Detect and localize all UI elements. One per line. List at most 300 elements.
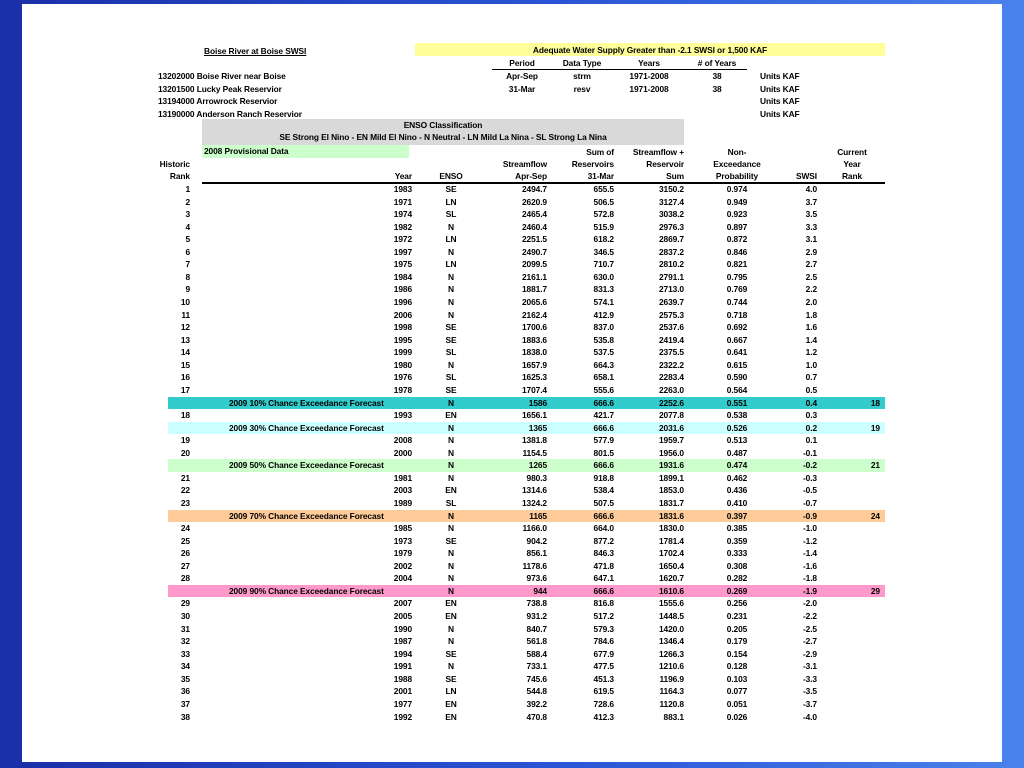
enso-legend: SE Strong El Nino - EN Mild El Nino - N Neutral - LN Mild La Nina - SL Strong La Nina bbox=[279, 132, 607, 142]
cell-reservoirs: 515.9 bbox=[593, 221, 614, 232]
cell-rank: 13 bbox=[180, 334, 190, 345]
cell-year: 1992 bbox=[393, 711, 412, 722]
cell-streamflow: 1838.0 bbox=[521, 347, 547, 358]
cell-streamflow: 544.8 bbox=[526, 686, 547, 697]
cell-year: 1976 bbox=[393, 372, 412, 383]
header-current-3: Rank bbox=[841, 171, 863, 181]
cell-streamflow: 1166.0 bbox=[522, 523, 547, 534]
cell-probability: 0.846 bbox=[726, 246, 748, 257]
cell-sum: 1830.0 bbox=[658, 523, 684, 534]
cell-swsi: -2.7 bbox=[802, 636, 817, 647]
cell-current-rank: 21 bbox=[870, 460, 880, 471]
cell-current-rank: 24 bbox=[870, 510, 880, 521]
cell-swsi: 0.4 bbox=[805, 397, 817, 408]
cell-streamflow: 1265 bbox=[528, 460, 547, 471]
cell-streamflow: 840.7 bbox=[526, 623, 547, 634]
cell-streamflow: 1365 bbox=[528, 422, 547, 433]
cell-rank: 5 bbox=[185, 234, 190, 245]
cell-streamflow: 1178.6 bbox=[522, 560, 547, 571]
cell-reservoirs: 666.6 bbox=[593, 585, 614, 596]
cell-reservoirs: 837.0 bbox=[593, 322, 614, 333]
cell-year: 1999 bbox=[393, 347, 412, 358]
cell-streamflow: 561.8 bbox=[526, 636, 547, 647]
cell-rank: 15 bbox=[180, 359, 190, 370]
cell-sum: 2077.8 bbox=[658, 410, 684, 421]
cell-probability: 0.282 bbox=[726, 573, 748, 584]
cell-swsi: 1.8 bbox=[805, 309, 817, 320]
cell-year: 2004 bbox=[393, 573, 412, 584]
cell-sum: 1831.7 bbox=[658, 498, 684, 508]
cell-reservoirs: 421.7 bbox=[593, 410, 614, 421]
cell-current-rank: 19 bbox=[870, 422, 880, 433]
cell-year: 2001 bbox=[393, 686, 412, 697]
cell-enso: N bbox=[448, 472, 454, 483]
cell-probability: 0.538 bbox=[726, 410, 748, 421]
cell-sum: 1899.1 bbox=[658, 472, 684, 483]
cell-swsi: 3.7 bbox=[805, 196, 817, 207]
cell-year: 1987 bbox=[393, 636, 412, 647]
cell-swsi: 0.7 bbox=[805, 372, 817, 383]
cell-reservoirs: 619.5 bbox=[593, 686, 614, 697]
cell-year: 2002 bbox=[393, 560, 412, 571]
header-rank-2: Rank bbox=[169, 171, 190, 181]
cell-reservoirs: 538.4 bbox=[593, 485, 614, 496]
cell-probability: 0.231 bbox=[726, 611, 748, 622]
header-current-1: Current bbox=[837, 147, 867, 157]
cell-rank: 34 bbox=[180, 661, 190, 672]
cell-enso: N bbox=[448, 623, 454, 634]
cell-sum: 1266.3 bbox=[658, 648, 684, 659]
cell-probability: 0.256 bbox=[726, 598, 748, 609]
cell-reservoirs: 535.8 bbox=[593, 334, 614, 345]
cell-streamflow: 1381.8 bbox=[521, 435, 547, 446]
cell-swsi: -3.3 bbox=[802, 673, 817, 684]
cell-rank: 21 bbox=[180, 472, 190, 483]
cell-swsi: 2.5 bbox=[805, 271, 817, 282]
cell-swsi: 1.2 bbox=[805, 347, 817, 358]
cell-year: 1996 bbox=[393, 297, 412, 308]
cell-rank: 37 bbox=[180, 698, 190, 709]
meta-header-data-type: Data Type bbox=[562, 58, 602, 68]
cell-reservoirs: 412.3 bbox=[593, 711, 614, 722]
cell-reservoirs: 647.1 bbox=[593, 573, 614, 584]
cell-streamflow: 856.1 bbox=[526, 548, 547, 559]
cell-enso: N bbox=[448, 510, 454, 521]
station-period: Apr-Sep bbox=[506, 71, 538, 81]
cell-probability: 0.615 bbox=[726, 359, 748, 370]
cell-sum: 3127.4 bbox=[658, 196, 684, 207]
cell-reservoirs: 655.5 bbox=[593, 184, 614, 194]
station-name: 13190000 Anderson Ranch Reservior bbox=[158, 108, 302, 119]
station-name: 13202000 Boise River near Boise bbox=[158, 71, 286, 81]
cell-reservoirs: 877.2 bbox=[593, 535, 614, 546]
cell-swsi: 3.5 bbox=[805, 209, 817, 220]
header-prob-2: Exceedance bbox=[713, 159, 761, 169]
cell-sum: 2639.7 bbox=[658, 297, 684, 308]
cell-enso: N bbox=[448, 636, 454, 647]
header-sum-2: Reservoir bbox=[646, 159, 684, 169]
cell-enso: LN bbox=[445, 234, 457, 245]
cell-year: 1994 bbox=[393, 648, 412, 659]
cell-sum: 1164.3 bbox=[659, 686, 684, 697]
cell-sum: 2252.6 bbox=[658, 397, 684, 408]
cell-rank: 32 bbox=[180, 636, 190, 647]
forecast-label: 2009 50% Chance Exceedance Forecast bbox=[229, 460, 384, 471]
cell-streamflow: 1154.5 bbox=[522, 447, 547, 458]
station-name: 13194000 Arrowrock Reservior bbox=[158, 96, 278, 106]
enso-title: ENSO Classification bbox=[403, 120, 483, 130]
cell-swsi: -0.5 bbox=[802, 485, 817, 496]
cell-streamflow: 2620.9 bbox=[521, 196, 547, 207]
cell-reservoirs: 471.8 bbox=[593, 560, 614, 571]
cell-rank: 18 bbox=[180, 410, 190, 421]
cell-streamflow: 2161.1 bbox=[521, 271, 547, 282]
cell-probability: 0.564 bbox=[726, 384, 748, 395]
cell-enso: N bbox=[448, 221, 454, 232]
slide-page bbox=[22, 4, 1002, 762]
cell-probability: 0.718 bbox=[726, 309, 748, 320]
cell-enso: N bbox=[448, 447, 454, 458]
cell-streamflow: 738.8 bbox=[526, 598, 547, 609]
cell-enso: EN bbox=[445, 598, 457, 609]
cell-probability: 0.154 bbox=[726, 648, 748, 659]
cell-reservoirs: 507.5 bbox=[593, 498, 614, 508]
cell-rank: 20 bbox=[180, 447, 190, 458]
cell-swsi: 4.0 bbox=[805, 184, 817, 194]
cell-probability: 0.897 bbox=[726, 221, 748, 232]
cell-streamflow: 1656.1 bbox=[521, 410, 547, 421]
cell-current-rank: 18 bbox=[870, 397, 880, 408]
cell-swsi: -0.2 bbox=[802, 460, 817, 471]
cell-sum: 1210.6 bbox=[658, 661, 684, 672]
cell-probability: 0.692 bbox=[726, 322, 748, 333]
cell-probability: 0.769 bbox=[726, 284, 748, 295]
cell-streamflow: 1707.4 bbox=[521, 384, 547, 395]
cell-rank: 17 bbox=[180, 384, 190, 395]
cell-year: 1997 bbox=[393, 246, 412, 257]
cell-streamflow: 1881.7 bbox=[521, 284, 547, 295]
cell-rank: 27 bbox=[180, 560, 190, 571]
cell-enso: SE bbox=[445, 673, 457, 684]
station-data-type: resv bbox=[573, 83, 591, 94]
cell-year: 1982 bbox=[393, 221, 412, 232]
cell-streamflow: 2465.4 bbox=[521, 209, 547, 220]
header-sum-3: Sum bbox=[666, 171, 684, 181]
cell-reservoirs: 555.6 bbox=[593, 384, 614, 395]
cell-probability: 0.526 bbox=[726, 422, 748, 433]
cell-streamflow: 2490.7 bbox=[521, 246, 547, 257]
cell-swsi: -2.0 bbox=[802, 598, 817, 609]
cell-probability: 0.949 bbox=[726, 196, 748, 207]
cell-enso: SE bbox=[445, 184, 457, 194]
cell-sum: 2031.6 bbox=[658, 422, 684, 433]
header-rank-1: Historic bbox=[159, 159, 190, 169]
cell-rank: 4 bbox=[185, 221, 190, 232]
cell-enso: EN bbox=[445, 410, 457, 421]
cell-sum: 1346.4 bbox=[658, 636, 684, 647]
cell-rank: 12 bbox=[180, 322, 190, 333]
cell-year: 2003 bbox=[393, 485, 412, 496]
cell-sum: 883.1 bbox=[663, 711, 684, 722]
cell-reservoirs: 477.5 bbox=[593, 661, 614, 672]
header-streamflow-2: Apr-Sep bbox=[515, 171, 547, 181]
cell-reservoirs: 618.2 bbox=[593, 234, 614, 245]
cell-enso: SE bbox=[445, 322, 457, 333]
cell-year: 1988 bbox=[393, 673, 412, 684]
cell-rank: 38 bbox=[180, 711, 190, 722]
cell-reservoirs: 784.6 bbox=[593, 636, 614, 647]
cell-swsi: 1.6 bbox=[805, 322, 817, 333]
forecast-label: 2009 70% Chance Exceedance Forecast bbox=[229, 510, 384, 521]
cell-sum: 2283.4 bbox=[658, 372, 684, 383]
cell-year: 2005 bbox=[393, 611, 412, 622]
station-num-years: 38 bbox=[712, 71, 722, 81]
cell-rank: 28 bbox=[180, 573, 190, 584]
cell-swsi: -2.5 bbox=[802, 623, 817, 634]
cell-year: 1995 bbox=[393, 334, 412, 345]
cell-rank: 16 bbox=[180, 372, 190, 383]
cell-current-rank: 29 bbox=[870, 585, 880, 596]
cell-year: 1985 bbox=[393, 523, 412, 534]
cell-sum: 1781.4 bbox=[658, 535, 684, 546]
cell-probability: 0.513 bbox=[726, 435, 748, 446]
cell-swsi: -1.4 bbox=[802, 548, 817, 559]
cell-sum: 3150.2 bbox=[658, 184, 684, 194]
cell-streamflow: 2460.4 bbox=[521, 221, 547, 232]
cell-enso: N bbox=[448, 284, 454, 295]
cell-swsi: -1.8 bbox=[802, 573, 817, 584]
cell-swsi: -0.7 bbox=[802, 498, 817, 508]
cell-year: 1977 bbox=[393, 698, 412, 709]
cell-year: 1983 bbox=[393, 184, 412, 194]
cell-swsi: -0.3 bbox=[802, 472, 817, 483]
header-swsi: SWSI bbox=[795, 171, 817, 181]
cell-streamflow: 904.2 bbox=[526, 535, 547, 546]
cell-year: 1979 bbox=[393, 548, 412, 559]
cell-enso: SE bbox=[445, 384, 457, 395]
cell-enso: LN bbox=[445, 196, 457, 207]
cell-swsi: 2.7 bbox=[805, 259, 817, 270]
header-sum-1: Streamflow + bbox=[632, 147, 684, 157]
cell-year: 1991 bbox=[393, 661, 412, 672]
cell-swsi: -2.9 bbox=[802, 648, 817, 659]
station-years: 1971-2008 bbox=[629, 83, 669, 94]
cell-enso: N bbox=[448, 271, 454, 282]
cell-enso: N bbox=[448, 309, 454, 320]
cell-streamflow: 1314.6 bbox=[521, 485, 547, 496]
cell-probability: 0.410 bbox=[726, 498, 748, 508]
cell-year: 2007 bbox=[393, 598, 412, 609]
header-reservoirs-2: Reservoirs bbox=[571, 159, 614, 169]
cell-streamflow: 931.2 bbox=[526, 611, 547, 622]
cell-rank: 26 bbox=[180, 548, 190, 559]
station-units: Units KAF bbox=[760, 71, 800, 81]
cell-reservoirs: 816.8 bbox=[593, 598, 614, 609]
cell-swsi: 2.2 bbox=[805, 284, 817, 295]
cell-reservoirs: 846.3 bbox=[593, 548, 614, 559]
cell-streamflow: 588.4 bbox=[526, 648, 547, 659]
cell-reservoirs: 666.6 bbox=[593, 397, 614, 408]
cell-probability: 0.795 bbox=[726, 271, 748, 282]
cell-rank: 7 bbox=[185, 259, 190, 270]
cell-enso: N bbox=[448, 246, 454, 257]
cell-streamflow: 2251.5 bbox=[521, 234, 547, 245]
cell-rank: 29 bbox=[180, 598, 190, 609]
cell-swsi: 1.0 bbox=[805, 359, 817, 370]
adequacy-label: Adequate Water Supply Greater than -2.1 SWSI or 1,500 KAF bbox=[532, 45, 768, 55]
station-units: Units KAF bbox=[760, 108, 800, 119]
cell-swsi: -2.2 bbox=[802, 611, 817, 622]
cell-sum: 3038.2 bbox=[658, 209, 684, 220]
cell-sum: 2322.2 bbox=[658, 359, 684, 370]
cell-streamflow: 1165 bbox=[529, 510, 547, 521]
cell-year: 2006 bbox=[393, 309, 412, 320]
cell-sum: 2375.5 bbox=[658, 347, 684, 358]
cell-swsi: 1.4 bbox=[805, 334, 817, 345]
header-streamflow-1: Streamflow bbox=[502, 159, 547, 169]
cell-reservoirs: 664.3 bbox=[593, 359, 614, 370]
cell-year: 1975 bbox=[393, 259, 412, 270]
cell-year: 1973 bbox=[393, 535, 412, 546]
cell-sum: 2869.7 bbox=[658, 234, 684, 245]
cell-sum: 1702.4 bbox=[658, 548, 684, 559]
cell-probability: 0.385 bbox=[726, 523, 748, 534]
station-num-years: 38 bbox=[712, 83, 722, 94]
station-units: Units KAF bbox=[760, 83, 800, 94]
cell-year: 1989 bbox=[393, 498, 412, 508]
cell-sum: 2263.0 bbox=[658, 384, 684, 395]
cell-enso: LN bbox=[445, 686, 457, 697]
cell-year: 1984 bbox=[393, 271, 412, 282]
cell-swsi: 3.1 bbox=[805, 234, 817, 245]
cell-probability: 0.269 bbox=[726, 585, 748, 596]
cell-reservoirs: 918.8 bbox=[593, 472, 614, 483]
cell-sum: 1650.4 bbox=[658, 560, 684, 571]
cell-reservoirs: 831.3 bbox=[593, 284, 614, 295]
cell-streamflow: 1324.2 bbox=[521, 498, 547, 508]
cell-streamflow: 973.6 bbox=[526, 573, 547, 584]
cell-enso: N bbox=[448, 585, 454, 596]
cell-probability: 0.462 bbox=[726, 472, 748, 483]
cell-streamflow: 1700.6 bbox=[521, 322, 547, 333]
cell-rank: 25 bbox=[180, 535, 190, 546]
cell-enso: SL bbox=[445, 372, 457, 383]
cell-reservoirs: 574.1 bbox=[593, 297, 614, 308]
cell-enso: EN bbox=[445, 711, 457, 722]
cell-sum: 1555.6 bbox=[658, 598, 684, 609]
cell-probability: 0.103 bbox=[726, 673, 748, 684]
cell-year: 1980 bbox=[393, 359, 412, 370]
cell-reservoirs: 451.3 bbox=[593, 673, 614, 684]
cell-swsi: -0.9 bbox=[802, 510, 817, 521]
cell-reservoirs: 664.0 bbox=[593, 523, 614, 534]
cell-sum: 1420.0 bbox=[658, 623, 684, 634]
cell-streamflow: 2099.5 bbox=[521, 259, 547, 270]
cell-reservoirs: 666.6 bbox=[593, 460, 614, 471]
station-name: 13201500 Lucky Peak Reservior bbox=[158, 83, 282, 94]
cell-enso: SE bbox=[445, 334, 457, 345]
header-prob-1: Non- bbox=[727, 147, 747, 157]
cell-probability: 0.590 bbox=[726, 372, 748, 383]
cell-streamflow: 2494.7 bbox=[521, 184, 547, 194]
cell-swsi: 0.3 bbox=[805, 410, 817, 421]
cell-reservoirs: 677.9 bbox=[593, 648, 614, 659]
cell-sum: 2537.6 bbox=[658, 322, 684, 333]
cell-rank: 23 bbox=[180, 498, 190, 508]
cell-year: 1981 bbox=[393, 472, 412, 483]
cell-swsi: -3.7 bbox=[802, 698, 817, 709]
cell-probability: 0.026 bbox=[726, 711, 748, 722]
cell-sum: 1120.8 bbox=[659, 698, 684, 709]
cell-swsi: -3.5 bbox=[802, 686, 817, 697]
cell-year: 1974 bbox=[393, 209, 412, 220]
cell-sum: 1620.7 bbox=[658, 573, 684, 584]
cell-probability: 0.051 bbox=[726, 698, 748, 709]
cell-sum: 2791.1 bbox=[658, 271, 684, 282]
cell-reservoirs: 412.9 bbox=[593, 309, 614, 320]
cell-swsi: -1.9 bbox=[802, 585, 817, 596]
cell-probability: 0.923 bbox=[726, 209, 748, 220]
meta-header-num-years: # of Years bbox=[697, 58, 737, 68]
cell-rank: 30 bbox=[180, 611, 190, 622]
cell-sum: 1959.7 bbox=[658, 435, 684, 446]
sheet-title: Boise River at Boise SWSI bbox=[204, 46, 307, 56]
cell-probability: 0.821 bbox=[726, 259, 748, 270]
cell-reservoirs: 710.7 bbox=[593, 259, 614, 270]
cell-swsi: 0.5 bbox=[805, 384, 817, 395]
cell-year: 2000 bbox=[393, 447, 412, 458]
meta-header-period: Period bbox=[509, 58, 535, 68]
cell-enso: N bbox=[448, 560, 454, 571]
header-enso: ENSO bbox=[439, 171, 463, 181]
cell-swsi: -1.6 bbox=[802, 560, 817, 571]
cell-swsi: 2.0 bbox=[805, 297, 817, 308]
cell-enso: SL bbox=[445, 347, 457, 358]
cell-reservoirs: 346.5 bbox=[593, 246, 614, 257]
cell-sum: 2419.4 bbox=[658, 334, 684, 345]
cell-enso: SL bbox=[445, 498, 457, 508]
cell-enso: N bbox=[448, 359, 454, 370]
cell-reservoirs: 579.3 bbox=[593, 623, 614, 634]
cell-streamflow: 733.1 bbox=[526, 661, 547, 672]
cell-streamflow: 1657.9 bbox=[521, 359, 547, 370]
cell-rank: 36 bbox=[180, 686, 190, 697]
cell-enso: EN bbox=[445, 485, 457, 496]
cell-streamflow: 2065.6 bbox=[521, 297, 547, 308]
cell-rank: 14 bbox=[180, 347, 190, 358]
cell-enso: SE bbox=[445, 535, 457, 546]
cell-rank: 8 bbox=[185, 271, 190, 282]
cell-enso: N bbox=[448, 297, 454, 308]
cell-probability: 0.128 bbox=[726, 661, 748, 672]
cell-swsi: 3.3 bbox=[805, 221, 817, 232]
cell-probability: 0.974 bbox=[726, 184, 748, 194]
cell-reservoirs: 658.1 bbox=[593, 372, 614, 383]
forecast-label: 2009 90% Chance Exceedance Forecast bbox=[229, 585, 384, 596]
cell-enso: N bbox=[448, 548, 454, 559]
cell-swsi: -4.0 bbox=[802, 711, 817, 722]
cell-swsi: 2.9 bbox=[805, 246, 817, 257]
station-period: 31-Mar bbox=[508, 83, 536, 94]
cell-reservoirs: 577.9 bbox=[593, 435, 614, 446]
station-years: 1971-2008 bbox=[629, 71, 669, 81]
cell-year: 1978 bbox=[393, 384, 412, 395]
cell-reservoirs: 801.5 bbox=[593, 447, 614, 458]
cell-sum: 1196.9 bbox=[659, 673, 684, 684]
forecast-label: 2009 10% Chance Exceedance Forecast bbox=[229, 397, 384, 408]
cell-year: 1972 bbox=[393, 234, 412, 245]
cell-enso: SL bbox=[445, 209, 457, 220]
